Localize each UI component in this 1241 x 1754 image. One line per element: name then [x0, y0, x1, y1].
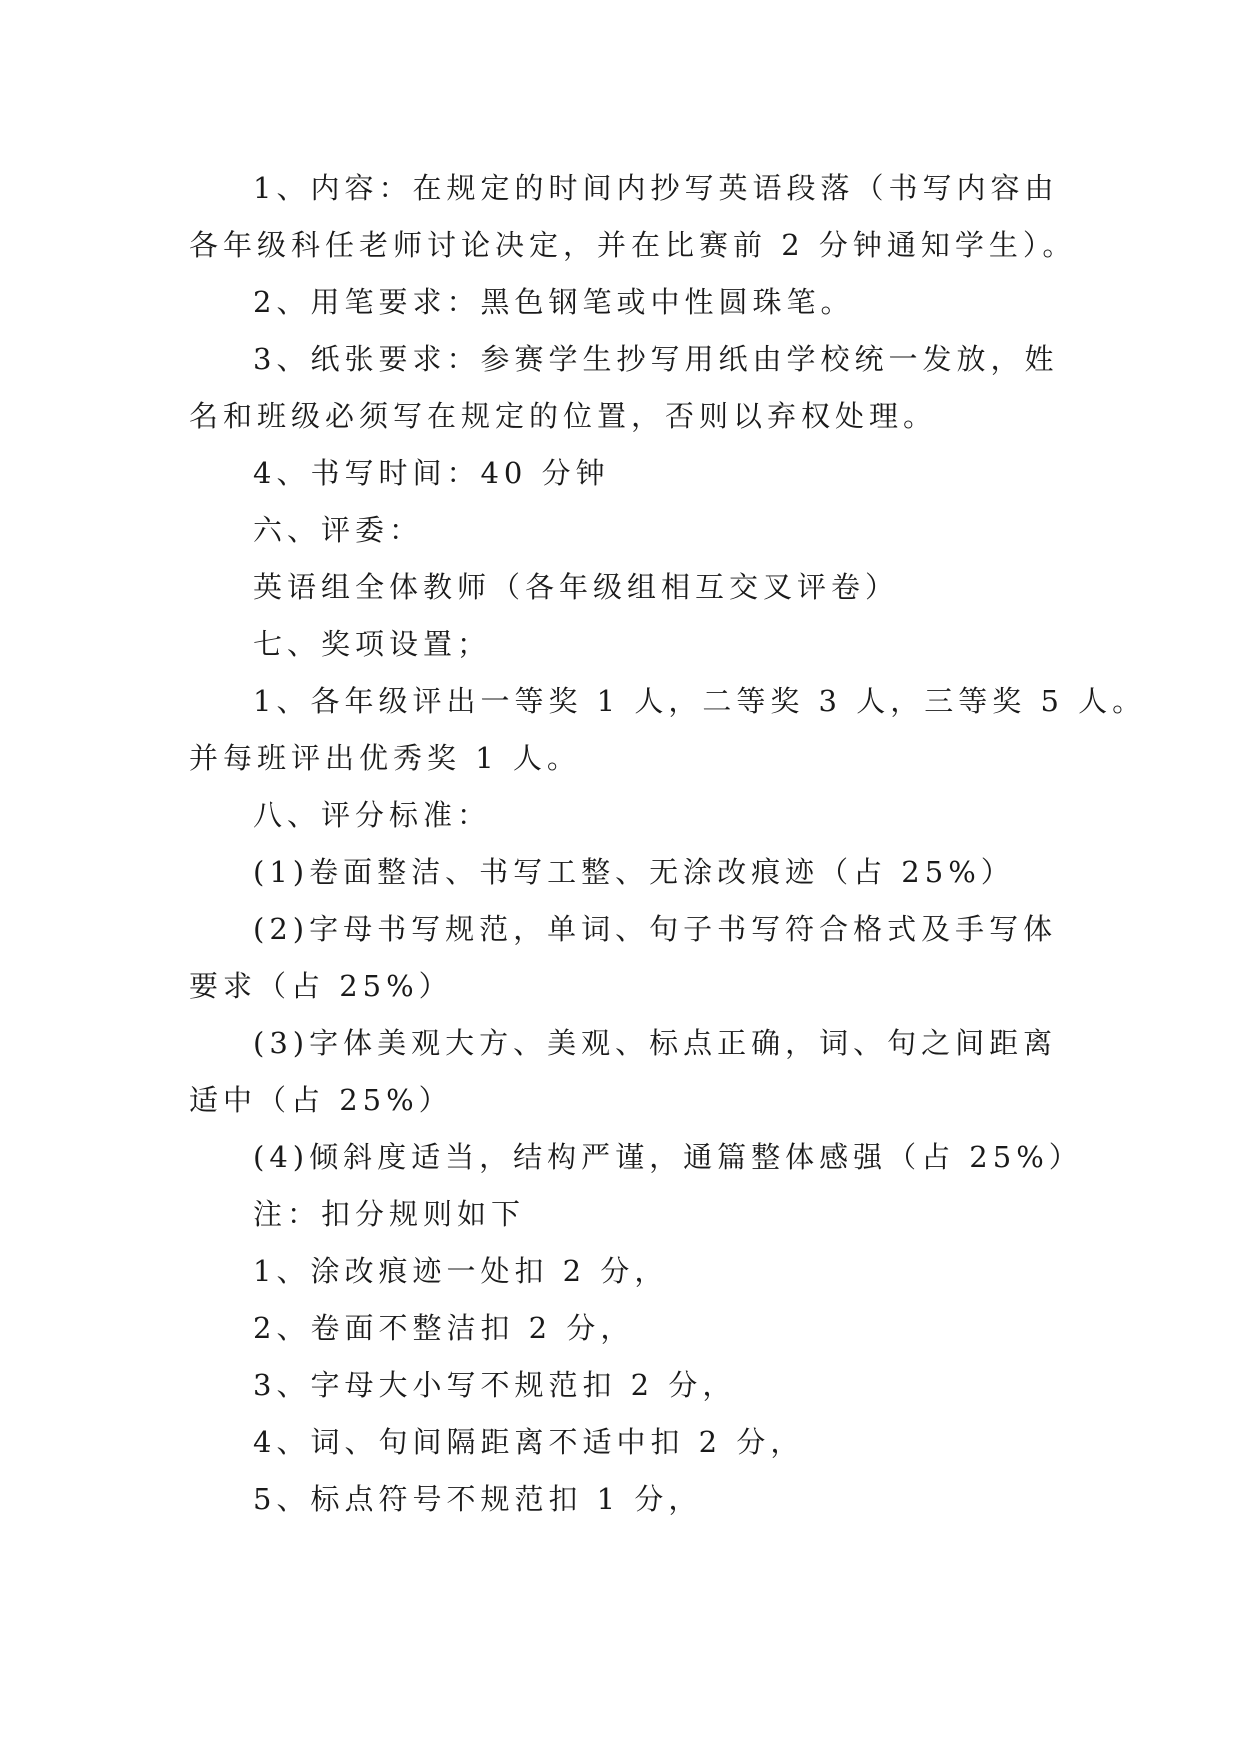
text-line: (2)字母书写规范，单词、句子书写符合格式及手写体 [253, 912, 1058, 946]
text-line: 5、标点符号不规范扣 1 分， [253, 1482, 703, 1516]
paragraph-time-rule [189, 445, 1069, 502]
text-line: 3、纸张要求：参赛学生抄写用纸由学校统一发放，姓 [253, 342, 1059, 376]
text-line: 1、涂改痕迹一处扣 2 分， [253, 1254, 669, 1288]
deduction-rule-1 [189, 1243, 1069, 1300]
text-line: 要求（占 25%） [189, 969, 453, 1003]
text-line: 2、用笔要求：黑色钢笔或中性圆珠笔。 [253, 285, 855, 319]
text-line: 2、卷面不整洁扣 2 分， [253, 1311, 635, 1345]
deduction-rule-5 [189, 1471, 1069, 1528]
document-body [189, 160, 1147, 1528]
text-line: 4、词、句间隔距离不适中扣 2 分， [253, 1425, 805, 1459]
scoring-criterion-1 [189, 844, 1069, 901]
text-line: (4)倾斜度适当，结构严谨，通篇整体感强（占 25%） [253, 1140, 1083, 1174]
text-line: 注：扣分规则如下 [253, 1197, 526, 1231]
text-line: 4、书写时间：40 分钟 [253, 456, 610, 490]
deduction-rule-4 [189, 1414, 1069, 1471]
text-line: 1、各年级评出一等奖 1 人，二等奖 3 人，三等奖 5 人。 [253, 684, 1147, 718]
text-line: (1)卷面整洁、书写工整、无涂改痕迹（占 25%） [253, 855, 1015, 889]
text-line: 3、字母大小写不规范扣 2 分， [253, 1368, 737, 1402]
text-line: (3)字体美观大方、美观、标点正确，词、句之间距离 [253, 1026, 1058, 1060]
text-line: 各年级科任老师讨论决定，并在比赛前 2 分钟通知学生）。 [189, 228, 1077, 262]
text-line: 并每班评出优秀奖 1 人。 [189, 741, 581, 775]
text-line: 英语组全体教师（各年级组相互交叉评卷） [253, 570, 900, 604]
deduction-rule-2 [189, 1300, 1069, 1357]
paragraph-paper-rule [189, 331, 1069, 445]
section-heading-scoring [189, 787, 1069, 844]
paragraph-pen-rule [189, 274, 1069, 331]
scoring-criterion-2 [189, 901, 1069, 1015]
deduction-rule-3 [189, 1357, 1069, 1414]
text-line: 适中（占 25%） [189, 1083, 453, 1117]
scoring-criterion-3 [189, 1015, 1069, 1129]
section-heading-judges [189, 502, 1069, 559]
scoring-criterion-4 [189, 1129, 1083, 1186]
text-line: 八、评分标准： [253, 798, 492, 832]
text-line: 1、内容：在规定的时间内抄写英语段落（书写内容由 [253, 171, 1059, 205]
paragraph-content-rule [189, 160, 1077, 274]
text-line: 名和班级必须写在规定的位置，否则以弃权处理。 [189, 399, 938, 433]
text-line: 六、评委： [253, 513, 424, 547]
text-line: 七、奖项设置； [253, 627, 492, 661]
paragraph-judges [189, 559, 1069, 616]
section-heading-awards [189, 616, 1069, 673]
deduction-note-heading [189, 1186, 1069, 1243]
paragraph-awards [189, 673, 1147, 787]
